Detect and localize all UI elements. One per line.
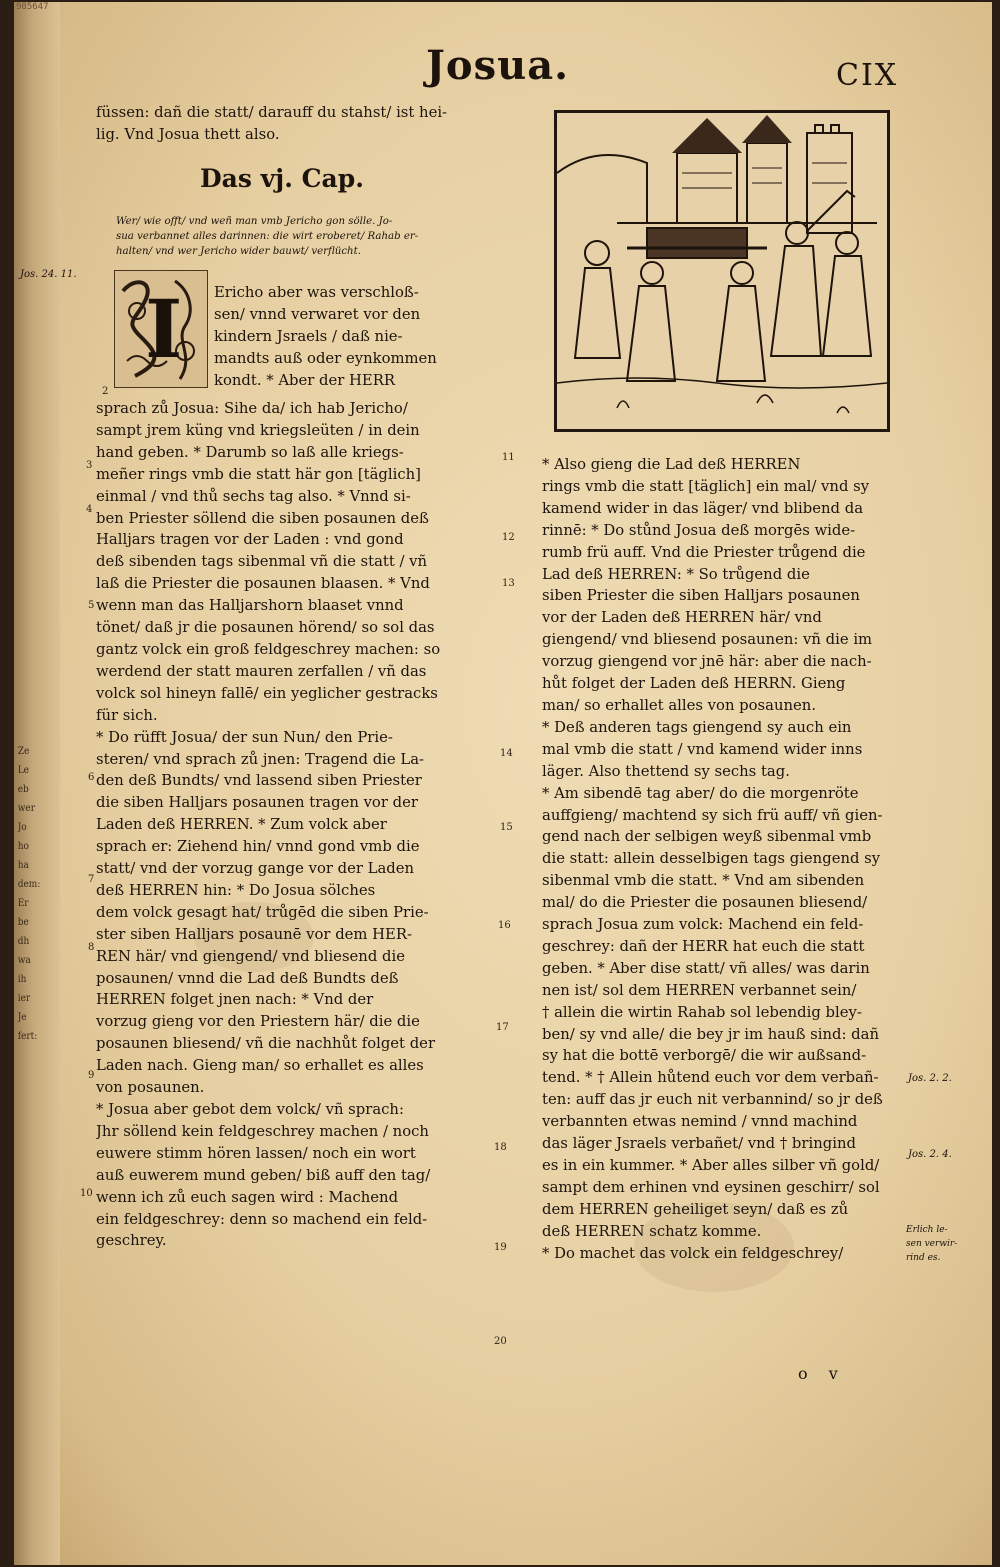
text-line: vor der Laden deß HERREN här/ vnd [542,609,822,627]
summary-line: sua verbannet alles darinnen: die wirt eroberet/ Rahab er- [116,231,419,242]
text-line: tend. * † Allein hůtend euch vor dem verbañ- [542,1069,879,1087]
text-line: euwere stimm hören lassen/ noch ein wort [96,1144,416,1162]
summary-line: halten/ vnd wer Jericho wider bauwt/ verflücht. [116,246,361,257]
text-line: * Also gieng die Lad deß HERREN [542,456,801,473]
margin-reference: Erlich le- [906,1225,948,1235]
verse-number: 9 [88,1070,95,1081]
signature-mark: o v [798,1364,846,1383]
text-line: sen/ vnnd verwaret vor den [214,305,421,323]
verse-number: 18 [494,1142,507,1153]
chapter-heading: Das vj. Cap. [200,164,364,193]
text-line: * Do rüfft Josua/ der sun Nun/ den Prie- [96,728,393,746]
margin-reference: Jos. 2. 2. [908,1073,952,1084]
text-line: man/ so erhallet alles von posaunen. [542,696,817,714]
text-line: rumb frü auff. Vnd die Priester trůgend die [542,543,866,561]
text-line: geben. * Aber dise statt/ vñ alles/ was darin [542,959,870,977]
text-line: auß euwerem mund geben/ biß auff den tag/ [96,1166,431,1184]
fragment: dh [17,936,30,947]
fragment: Le [17,765,30,776]
verse-number: 6 [88,772,95,783]
fragment: eb [17,784,29,795]
text-line: vorzug gieng vor den Priestern här/ die die [96,1013,420,1031]
text-line: ster siben Halljars posaunē vor dem HER- [96,925,413,943]
verse-number: 7 [88,874,95,885]
text-line: posaunen/ vnnd die Lad deß Bundts deß [96,969,399,987]
text-line: füssen: dañ die statt/ darauff du stahst/ ist hei- [96,104,448,121]
verse-number: 10 [80,1188,93,1199]
fragment: ier [17,993,31,1004]
fragment: wa [17,955,31,966]
text-line: die statt: allein desselbigen tags giengend sy [542,850,881,868]
text-line: mal vmb die statt / vnd kamend wider inns [542,740,863,758]
text-line: steren/ vnd sprach zů jnen: Tragend die La- [96,750,425,768]
fragment: Er [17,898,29,909]
text-line: deß sibenden tags sibenmal vñ die statt / vñ [96,553,428,571]
text-line: * Josua aber gebot dem volck/ vñ sprach: [96,1101,404,1118]
verse-number: 4 [86,504,93,515]
margin-reference: sen verwir- [906,1239,958,1249]
text-line: rinnē: * Do stůnd Josua deß morgēs wide- [542,521,856,539]
text-line: die siben Halljars posaunen tragen vor der [96,794,418,812]
text-line: vorzug giengend vor jnē här: aber die nach- [542,653,872,671]
verse-number: 19 [494,1242,507,1253]
text-line: Laden nach. Gieng man/ so erhallet es alles [96,1057,424,1075]
catalog-number: 985647 [16,2,49,12]
text-line: ben Priester söllend die siben posaunen deß [96,509,429,527]
decorated-initial [114,270,208,388]
text-line: kondt. * Aber der HERR [214,371,396,389]
text-line: das läger Jsraels verbañet/ vnd † bringind [542,1135,856,1153]
text-line: giengend/ vnd bliesend posaunen: vñ die im [542,631,873,649]
verse-number: 2 [102,386,109,397]
text-line: Ericho aber was verschloß- [214,284,419,301]
text-line: einmal / vnd thů sechs tag also. * Vnnd si- [96,487,411,505]
fragment: ho [17,841,29,852]
text-line: deß HERREN schatz komme. [542,1222,762,1240]
text-line: gantz volck ein groß feldgeschrey machen: so [96,640,441,658]
text-line: für sich. [96,706,158,724]
text-line: tönet/ daß jr die posaunen hörend/ so sol das [96,619,435,637]
text-line: werdend der statt mauren zerfallen / vñ das [96,662,427,680]
text-line: wenn ich zů euch sagen wird : Machend [96,1188,399,1206]
text-line: * Do machet das volck ein feldgeschrey/ [542,1244,844,1262]
woodcut-illustration [554,110,890,432]
woodcut-jericho-icon [557,113,887,429]
text-line: Halljars tragen vor der Laden : vnd gond [96,531,404,549]
text-line: verbannten etwas nemind / vnnd machind [542,1113,858,1131]
text-line: von posaunen. [96,1079,205,1097]
right-body-text [542,454,922,1265]
text-line: Jhr söllend kein feldgeschrey machen / noch [96,1122,429,1140]
text-line: † allein die wirtin Rahab sol lebendig bley- [542,1003,862,1021]
text-line: * Deß anderen tags giengend sy auch ein [542,718,852,736]
book-page [14,2,992,1565]
text-line: sibenmal vmb die statt. * Vnd am sibenden [542,872,865,890]
text-line: wenn man das Halljarshorn blaaset vnnd [96,597,404,615]
text-line: meñer rings vmb die statt här gon [täglich] [96,465,421,483]
verse-number: 20 [494,1336,507,1347]
previous-page-fragments [18,742,49,1046]
text-line: laß die Priester die posaunen blaasen. * Vnd [96,575,430,593]
text-line: * Am sibendē tag aber/ do die morgenröte [542,784,859,802]
text-line: dem volck gesagt hat/ trůgēd die siben Prie- [96,903,429,921]
fragment: fert: [17,1031,38,1042]
text-line: Laden deß HERREN. * Zum volck aber [96,816,387,834]
text-line: sprach er: Ziehend hin/ vnnd gond vmb die [96,838,420,856]
verse-number: 8 [88,942,95,953]
text-line: sampt dem erhinen vnd eysinen geschirr/ sol [542,1178,880,1196]
left-opening [96,102,516,146]
chapter-summary [116,214,488,259]
text-line: HERREN folget jnen nach: * Vnd der [96,991,374,1009]
text-line: nen ist/ sol dem HERREN verbannet sein/ [542,981,857,999]
summary-line: Wer/ wie offt/ vnd weñ man vmb Jericho gon sölle. Jo- [116,216,393,227]
text-line: sampt jrem küng vnd kriegsleüten / in dein [96,421,420,439]
text-line: ben/ sy vnd alle/ die bey jr im hauß sind: dañ [542,1025,879,1043]
text-line: ein feldgeschrey: denn so machend ein feld- [96,1210,428,1228]
text-line: geschrey: dañ der HERR hat euch die statt [542,937,865,955]
text-line: mal/ do die Priester die posaunen bliesend/ [542,894,868,912]
margin-reference: rind es. [906,1253,941,1263]
text-line: läger. Also thettend sy sechs tag. [542,762,790,780]
verse-number: 13 [502,578,515,589]
text-line: den deß Bundts/ vnd lassend siben Priester [96,772,422,790]
verse-number: 17 [496,1022,509,1033]
text-line: lig. Vnd Josua thett also. [96,125,280,143]
text-line: auffgieng/ machtend sy sich frü auff/ vñ gien- [542,806,883,824]
initial-lines [214,282,504,392]
text-line: ten: auff das jr euch nit verbannind/ so jr deß [542,1091,883,1109]
text-line: volck sol hineyn fallē/ ein yeglicher gestracks [96,684,438,702]
margin-reference: Jos. 24. 11. [20,269,77,280]
text-line: posaunen bliesend/ vñ die nachhůt folget der [96,1035,436,1053]
initial-ornament-icon [115,271,207,387]
left-body-text [96,398,508,1252]
margin-reference: Jos. 2. 4. [908,1149,952,1160]
running-title: Josua. [426,42,570,89]
text-line: gend nach der selbigen weyß sibenmal vmb [542,828,872,846]
text-line: dem HERREN geheiliget seyn/ daß es zů [542,1200,849,1218]
verse-number: 14 [500,748,513,759]
text-line: hůt folget der Laden deß HERRN. Gieng [542,675,846,693]
verse-number: 15 [500,822,513,833]
verse-number: 12 [502,532,515,543]
verse-number: 5 [88,600,95,611]
fragment: Jo [17,822,27,833]
fragment: ha [17,860,29,871]
text-line: mandts auß oder eynkommen [214,349,437,367]
fragment: be [17,917,29,928]
text-line: siben Priester die siben Halljars posaunen [542,587,860,605]
verse-number: 3 [86,460,93,471]
text-line: deß HERREN hin: * Do Josua sölches [96,881,376,899]
folio-number: CIX [836,58,899,93]
text-line: sy hat die bottē verborgē/ die wir außsand- [542,1047,867,1065]
text-line: sprach zů Josua: Sihe da/ ich hab Jericho/ [96,400,408,417]
text-line: geschrey. [96,1232,167,1250]
text-line: kindern Jsraels / daß nie- [214,327,403,345]
text-line: hand geben. * Darumb so laß alle kriegs- [96,443,404,461]
initial-letter: I [145,282,183,376]
text-line: rings vmb die statt [täglich] ein mal/ vnd sy [542,477,870,495]
fragment: Je [17,1012,27,1023]
text-line: es in ein kummer. * Aber alles silber vñ gold/ [542,1157,880,1174]
fragment: dem: [17,879,41,890]
fragment: wer [17,803,36,814]
text-line: sprach Josua zum volck: Machend ein feld- [542,916,864,934]
fragment: ih [17,974,27,985]
verse-number: 11 [502,452,515,463]
text-line: REN här/ vnd giengend/ vnd bliesend die [96,947,405,965]
verse-number: 16 [498,920,511,931]
fragment: Ze [17,746,30,757]
text-line: kamend wider in das läger/ vnd blibend da [542,499,864,517]
text-line: Lad deß HERREN: * So trůgend die [542,565,810,583]
text-line: statt/ vnd der vorzug gange vor der Laden [96,860,415,878]
